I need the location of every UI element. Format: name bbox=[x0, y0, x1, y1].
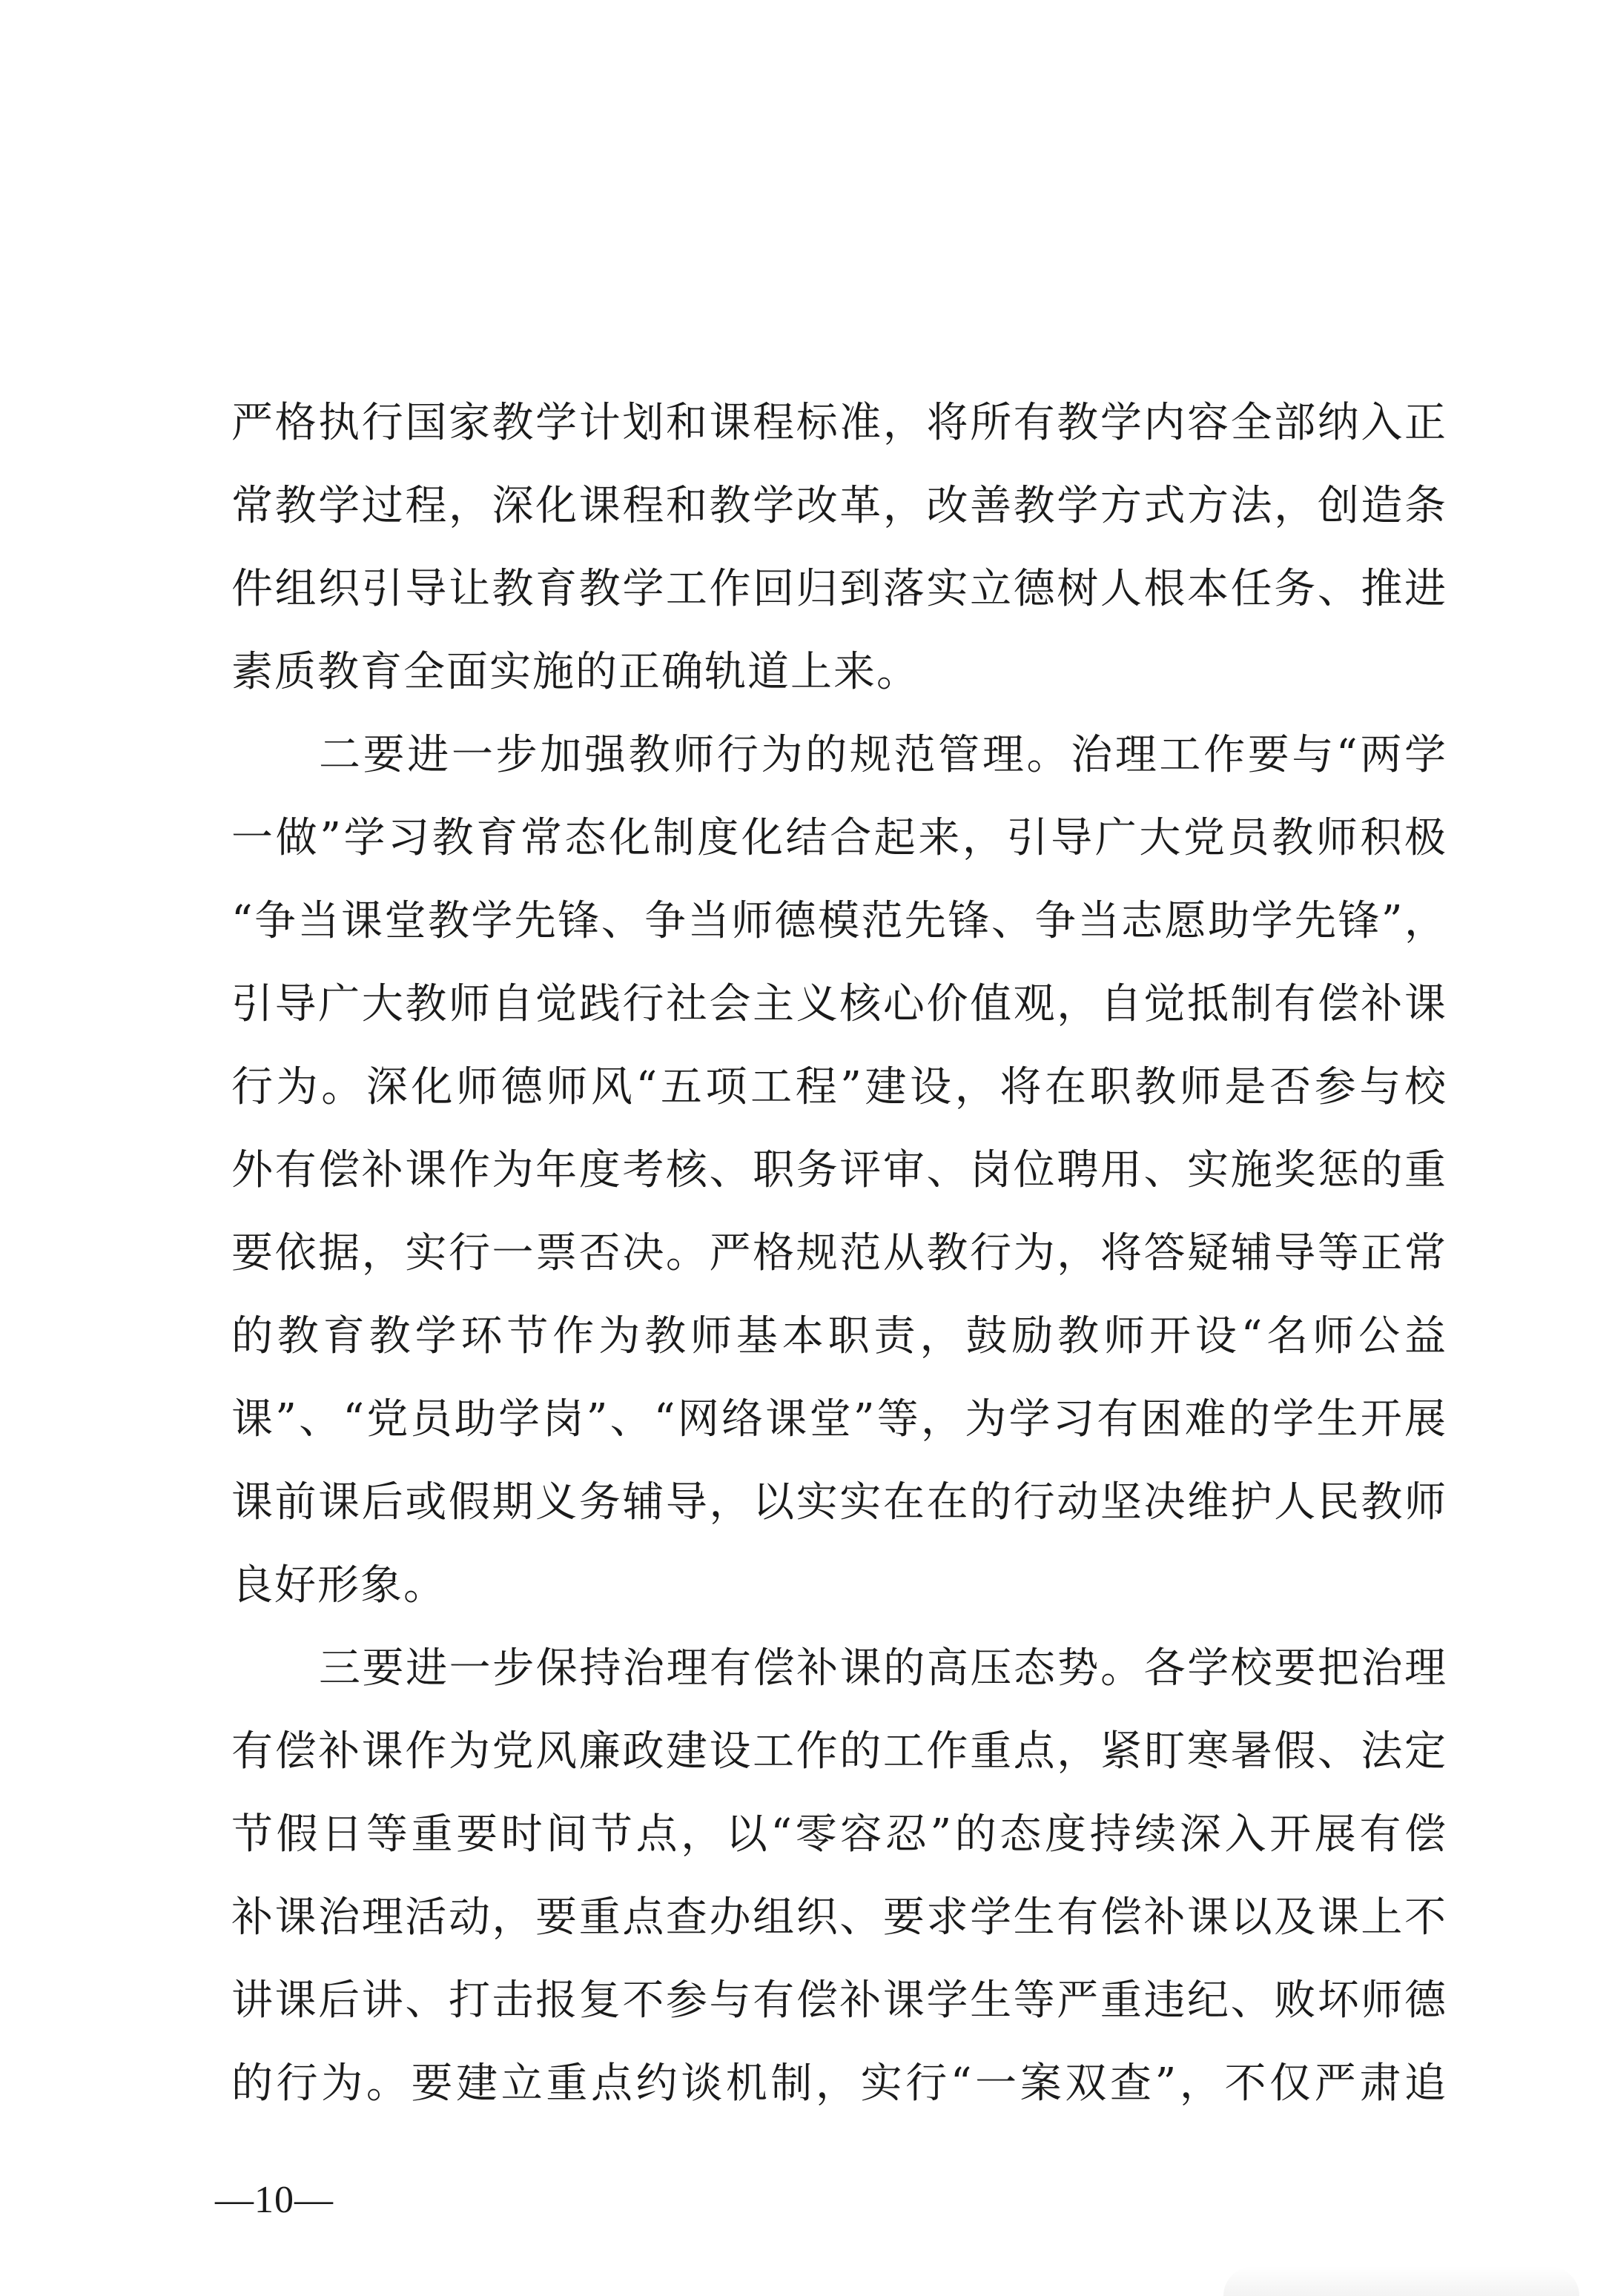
body-text-line: 补课治理活动，要重点查办组织、要求学生有偿补课以及课上不 bbox=[231, 1893, 1447, 1942]
body-text-line: 的行为。要建立重点约谈机制，实行“一案双查”，不仅严肃追 bbox=[231, 2060, 1447, 2108]
body-text-line: 课前课后或假期义务辅导，以实实在在的行动坚决维护人民教师 bbox=[231, 1478, 1447, 1526]
body-text-line: “争当课堂教学先锋、争当师德模范先锋、争当志愿助学先锋”， bbox=[231, 897, 1447, 945]
body-text-line: 良好形象。 bbox=[231, 1561, 446, 1609]
body-text-line: 外有偿补课作为年度考核、职务评审、岗位聘用、实施奖惩的重 bbox=[231, 1146, 1447, 1194]
body-text-line: 素质教育全面实施的正确轨道上来。 bbox=[231, 648, 919, 696]
paragraph-heading-line: 三要进一步保持治理有偿补课的高压态势。各学校要把治理 bbox=[319, 1644, 1447, 1693]
body-text-line: 有偿补课作为党风廉政建设工作的工作重点，紧盯寒暑假、法定 bbox=[231, 1727, 1447, 1776]
body-text-line: 要依据，实行一票否决。严格规范从教行为，将答疑辅导等正常 bbox=[231, 1229, 1447, 1277]
paragraph-heading-line: 二要进一步加强教师行为的规范管理。治理工作要与“两学 bbox=[319, 731, 1447, 779]
body-text-line: 严格执行国家教学计划和课程标准，将所有教学内容全部纳入正 bbox=[231, 399, 1447, 447]
body-text-line: 常教学过程，深化课程和教学改革，改善教学方式方法，创造条 bbox=[231, 482, 1447, 530]
body-text-line: 节假日等重要时间节点，以“零容忍”的态度持续深入开展有偿 bbox=[231, 1810, 1447, 1859]
body-text-line: 课”、“党员助学岗”、“网络课堂”等，为学习有困难的学生开展 bbox=[231, 1395, 1447, 1443]
body-text-line: 讲课后讲、打击报复不参与有偿补课学生等严重违纪、败坏师德 bbox=[231, 1976, 1447, 2025]
body-text-line: 行为。深化师德师风“五项工程”建设，将在职教师是否参与校 bbox=[231, 1063, 1447, 1111]
body-text-line: 一做”学习教育常态化制度化结合起来，引导广大党员教师积极 bbox=[231, 814, 1447, 862]
page-number: —10— bbox=[215, 2179, 334, 2221]
body-text-line: 引导广大教师自觉践行社会主义核心价值观，自觉抵制有偿补课 bbox=[231, 980, 1447, 1028]
body-text-line: 的教育教学环节作为教师基本职责，鼓励教师开设“名师公益 bbox=[231, 1312, 1447, 1360]
body-text-line: 件组织引导让教育教学工作回归到落实立德树人根本任务、推进 bbox=[231, 565, 1447, 613]
scan-artifact bbox=[1223, 2266, 1579, 2296]
